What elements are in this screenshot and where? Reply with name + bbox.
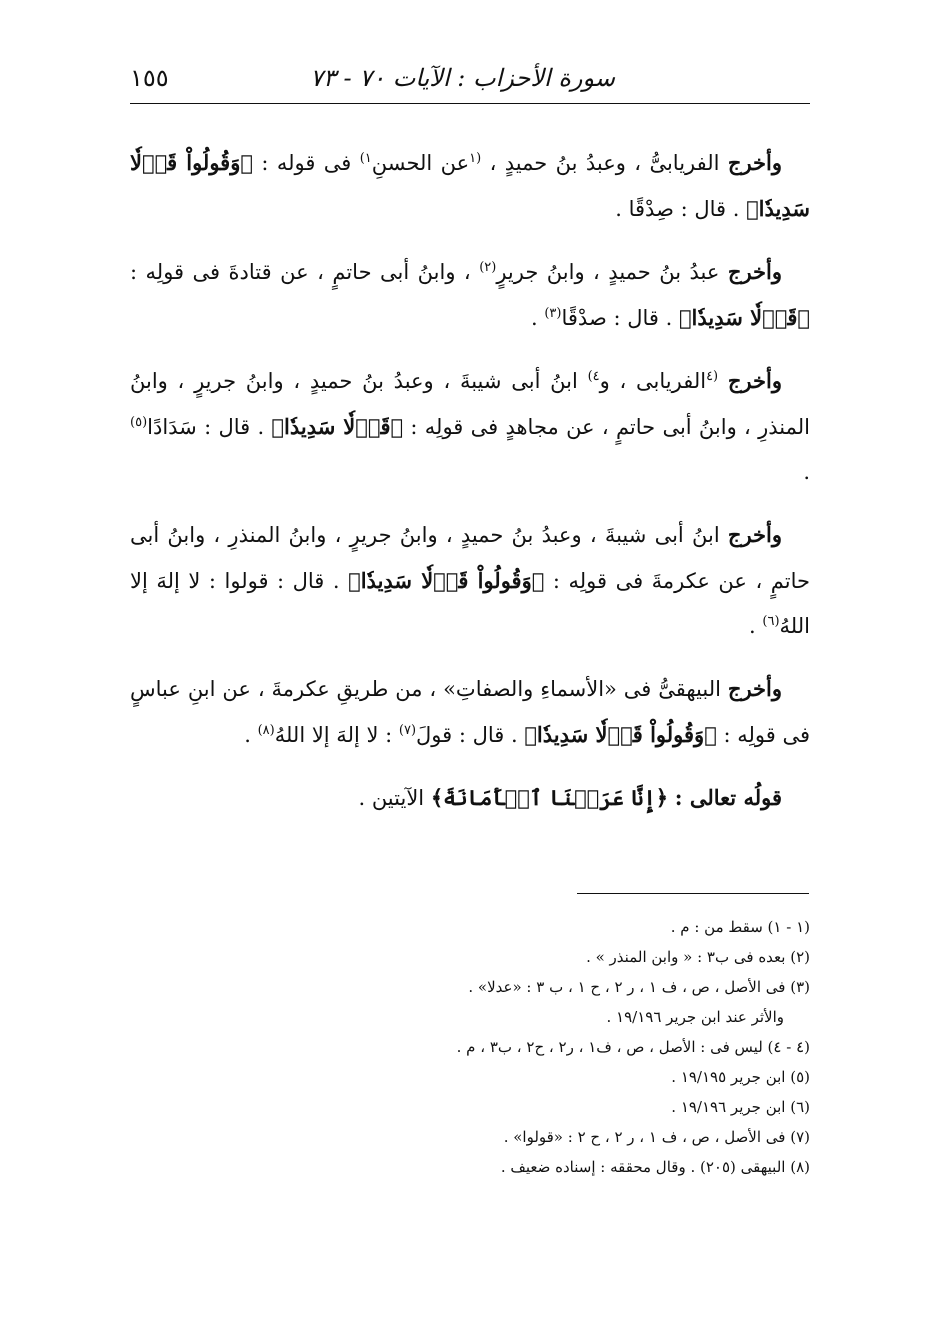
footnote: (٣) فى الأصل ، ص ، ف ١ ، ر ٢ ، ح ١ ، ب ٣ : «عدلا» . (468, 978, 810, 996)
paragraph-text: عن الحسنِ (371, 151, 470, 175)
footnote-reference: (٣) (544, 306, 562, 321)
footnote: (١ - ١) سقط من : م . (670, 918, 810, 936)
paragraph-text: ابنُ أبى شيبةَ ، وعبدُ بنُ حميدٍ ، وابنُ جريرٍ ، وابنُ المنذرِ ، وابنُ أبى حاتمٍ ، عن عكرمةَ فى قولِه : (130, 523, 811, 593)
footnote: والأثر عند ابن جرير ١٩/١٩٦ . (606, 1008, 784, 1026)
footnote-reference: (٤ (706, 369, 719, 384)
paragraph-text: . قال : صِدْقًا . (615, 197, 747, 221)
footnote-reference: ٤) (587, 369, 600, 384)
paragraph (130, 512, 810, 649)
footnote-reference: (٦) (762, 614, 780, 629)
footnote: (٤ - ٤) ليس فى : الأصل ، ص ، ف١ ، ر٢ ، ح٢ ، ب٣ ، م . (456, 1038, 810, 1056)
paragraph-lead-word: وأخرج (727, 522, 782, 547)
footnote-divider (577, 893, 809, 894)
paragraph-lead-word: وأخرج (727, 368, 782, 393)
footnotes (130, 912, 810, 1182)
paragraph-lead-word: وأخرج (727, 259, 782, 284)
paragraph-text: الآيتين . (358, 786, 431, 810)
paragraph (130, 358, 810, 495)
paragraph-text: . (244, 723, 258, 747)
paragraph (130, 775, 810, 821)
footnote: (٨) البيهقى (٢٠٥) . وقال محققه : إسناده ضعيف . (500, 1158, 810, 1176)
quran-verse: ﴿وَقُولُواْ قَوۡلٗا سَدِيدٗا﴾ (524, 722, 717, 747)
footnote-reference: ١) (359, 151, 372, 166)
paragraph (130, 249, 810, 341)
footnote-reference: (٥) (130, 415, 148, 430)
paragraph-text: . (530, 306, 545, 330)
paragraph-text: البيهقىُّ فى «الأسماءِ والصفاتِ» ، من طريقِ عكرمةَ ، عن ابنِ عباسٍ فى قولِه : (130, 677, 810, 747)
footnote-reference: (٢) (479, 260, 497, 275)
paragraph-text: . قال : سَدَادًا (147, 415, 272, 439)
quran-verse: ﴿وَقُولُواْ قَوۡلٗا سَدِيدٗا﴾ (348, 568, 545, 593)
quran-verse: ﴿وَقُولُواْ قَوۡلٗا سَدِيدٗا﴾ (130, 150, 810, 221)
footnote: (٥) ابن جرير ١٩/١٩٥ . (671, 1068, 810, 1086)
paragraph-text: ، وابنُ أبى حاتمٍ ، عن قتادةَ فى قولِه : (130, 260, 480, 284)
paragraph (130, 140, 810, 232)
paragraph (130, 666, 810, 758)
paragraph-text: . قال : قولوا : لا إلهَ إلا اللهُ (130, 569, 810, 638)
footnote-reference: (١ (469, 151, 482, 166)
paragraph-text (718, 369, 728, 393)
paragraph-text: الفريابىُّ ، وعبدُ بنُ حميدٍ ، (481, 151, 728, 175)
header-divider (130, 103, 810, 104)
paragraph-text: ابنُ أبى شيبةَ ، وعبدُ بنُ حميدٍ ، وابنُ جريرٍ ، وابنُ المنذرِ ، وابنُ أبى حاتمٍ ، عن مجاهدٍ فى قولِه : (130, 369, 810, 439)
page-number: ١٥٥ (130, 64, 169, 92)
paragraph-text: عبدُ بنُ حميدٍ ، وابنُ جريرٍ (496, 260, 728, 284)
footnote: (٢) بعده فى ب٣ : « وابن المنذر » . (586, 948, 810, 966)
footnote-reference: (٧) (398, 723, 417, 738)
paragraph-lead-word: قولُه تعالى : (674, 785, 782, 810)
page-header (130, 62, 810, 102)
paragraph-text: فى قوله : (252, 151, 360, 175)
footnote-reference: (٨) (257, 723, 275, 738)
main-text (130, 140, 810, 838)
footnote: (٧) فى الأصل ، ص ، ف ١ ، ر ٢ ، ح ٢ : «قولوا» . (503, 1128, 810, 1146)
paragraph-text: . قال : قولَ (416, 723, 525, 747)
quran-verse: ﴿إِنَّا عَرَضۡنَا ٱلۡأَمَانَةَ﴾ (430, 785, 669, 810)
paragraph-text (668, 786, 675, 810)
paragraph-text: الفريابى ، و (599, 369, 707, 393)
quran-verse: ﴿قَوۡلٗا سَدِيدٗا﴾ (271, 414, 404, 439)
paragraph-text: : لا إلهَ إلا اللهُ (274, 723, 399, 747)
quran-verse: ﴿قَوۡلٗا سَدِيدٗا﴾ (678, 305, 810, 330)
running-title: سورة الأحزاب : الآيات ٧٠ - ٧٣ (310, 64, 615, 92)
paragraph-text: . قال : صدْقًا (561, 306, 679, 330)
paragraph-lead-word: وأخرج (727, 676, 782, 701)
paragraph-text: . (749, 614, 763, 638)
footnote: (٦) ابن جرير ١٩/١٩٦ . (671, 1098, 810, 1116)
paragraph-text: . (803, 460, 810, 484)
paragraph-lead-word: وأخرج (727, 150, 782, 175)
